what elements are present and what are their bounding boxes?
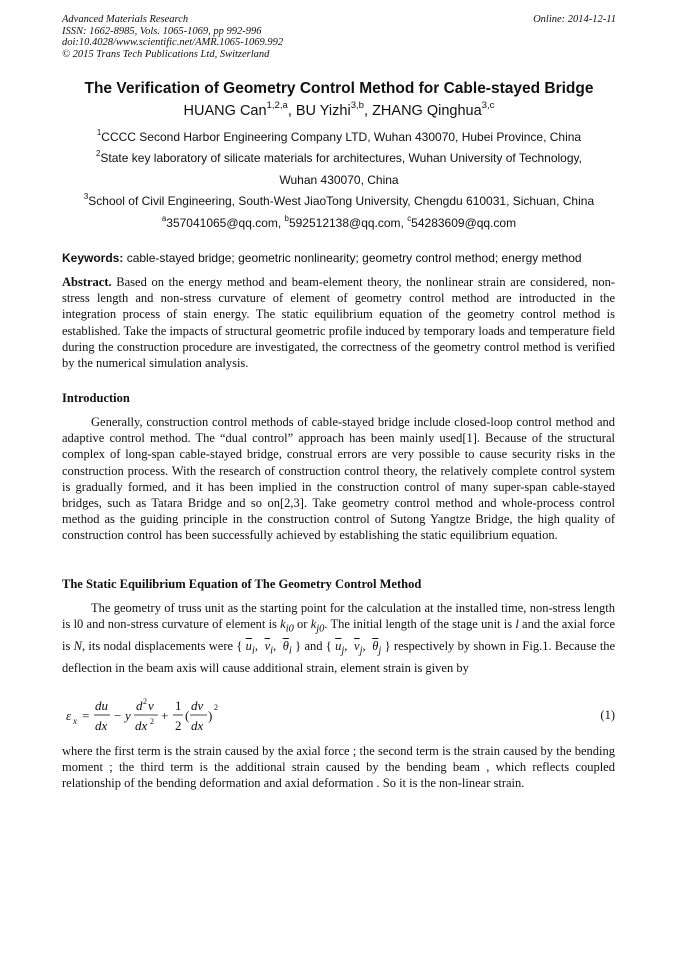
affiliation: [40, 148, 638, 165]
eq-dx: dx: [95, 718, 108, 733]
eq-equals: =: [82, 708, 90, 723]
eq-two: 2: [175, 718, 182, 733]
issn-line: ISSN: 1662-8985, Vols. 1065-1069, pp 992-996: [62, 25, 262, 37]
symbol-v: $\overline{v}$: [354, 638, 360, 653]
symbol-k: k: [310, 617, 317, 632]
copyright-line: © 2015 Trans Tech Publications Ltd, Switzerland: [62, 48, 270, 60]
subscript: j: [341, 645, 345, 657]
keywords: [62, 251, 622, 265]
symbol-N: N: [73, 638, 82, 653]
affiliation-sup: 1: [96, 127, 102, 137]
eq-sup: 2: [143, 697, 147, 706]
symbol-theta: $\overline{\theta}$: [372, 638, 379, 653]
symbol-l: l: [515, 617, 519, 632]
introduction-body: [62, 414, 615, 544]
eq-sup: 2: [150, 717, 154, 726]
online-date: Online: 2014-12-11: [533, 14, 616, 25]
affiliation-sup: 3: [83, 191, 89, 201]
affiliation-text: State key laboratory of silicate materials for architectures, Wuhan University of Technology,: [100, 151, 582, 165]
affiliation: [40, 127, 638, 144]
subscript: j0: [316, 623, 325, 635]
eq-paren: (: [185, 708, 190, 723]
abstract: [62, 274, 615, 371]
strain-equation: [62, 696, 262, 736]
text-run: , its nodal displacements were {: [82, 638, 243, 653]
symbol-u: $\overline{u}$: [245, 638, 252, 653]
author-list: [40, 99, 638, 119]
email-sup: c: [407, 213, 412, 223]
eq-dv: dv: [191, 698, 204, 713]
abstract-label: Abstract.: [62, 275, 112, 289]
author-separator: ,: [287, 103, 296, 119]
comma: ,: [362, 638, 366, 653]
email-sup: b: [284, 213, 289, 223]
subscript: i: [251, 645, 255, 657]
journal-name: Advanced Materials Research: [62, 14, 189, 25]
author-sup: 3,c: [481, 99, 495, 111]
text-run: } respectively by shown in Fig.1. Because the deflection in the beam axis will cause additional strain, element strain is given by: [62, 638, 616, 675]
subscript: j: [359, 645, 363, 657]
symbol-k: k: [280, 617, 286, 632]
author-sup: 3,b: [350, 99, 364, 111]
section2-paragraph-2: [62, 743, 615, 792]
keywords-label: Keywords:: [62, 251, 124, 265]
eq-epsilon-sub: x: [73, 716, 77, 726]
doi-line: doi:10.4028/www.scientific.net/AMR.1065-1069.992: [62, 37, 284, 49]
comma: ,: [344, 638, 348, 653]
keywords-text: cable-stayed bridge; geometric nonlinearity; geometry control method; energy method: [123, 251, 582, 265]
equation-1: [62, 696, 615, 736]
affiliation-sup: 2: [96, 148, 101, 158]
affiliation: [40, 191, 638, 208]
strain-explanation: where the first term is the strain caused by the axial force ; the second term is the strain caused by the bending moment ; the third term is the additional strain caused by the bending beam , which reflects coupled relationship of the bending deformation and axial deformation . So it is the non-linear strain.: [62, 744, 615, 791]
eq-dx: dx: [191, 718, 204, 733]
email-sup: a: [161, 213, 167, 223]
symbol-u: $\overline{u}$: [335, 638, 342, 653]
eq-y: y: [125, 708, 131, 723]
abstract-text: Based on the energy method and beam-element theory, the nonlinear strain are considered, non-stress length and non-stress curvature of element of geometry control method are introducted in the integration process of stain energy. The static equilibrium equation of the geometry control method is established. Take the impacts of structural geometric profile induced by temporary loads and temperature field during the construction procedure are investigated, the correctness of the geometry control method is verified by the numerical simulation analysis.: [62, 275, 615, 371]
author-name: BU Yizhi: [295, 103, 351, 119]
text-run: and the axial force is: [62, 617, 615, 653]
text-run: The geometry of truss unit as the starting point for the calculation at the installed time, non-stress length is l0 and non-stress curvature of element is: [62, 601, 615, 632]
email-line: [40, 213, 638, 230]
eq-paren: ): [208, 708, 213, 723]
email-text: 357041065@qq.com,: [166, 216, 285, 230]
eq-minus: −: [114, 708, 122, 723]
symbol-theta: $\overline{\theta}$: [282, 638, 289, 653]
email-text: 54283609@qq.com: [411, 216, 517, 230]
affiliation-text: School of Civil Engineering, South-West JiaoTong University, Chengdu 610031, Sichuan, China: [88, 194, 595, 208]
affiliation: [40, 173, 638, 187]
text-run: } and {: [295, 638, 332, 653]
author-sup: 1,2,a: [266, 99, 288, 111]
comma: ,: [254, 638, 258, 653]
email-text: 592512138@qq.com,: [288, 216, 408, 230]
introduction-paragraph: Generally, construction control methods of cable-stayed bridge include closed-loop control method and adaptive control method. The “dual control” approach has been mainly used[1]. Because of the structural complex of long-span cable-stayed bridge, construal errors are very possible to cause security risks in the construction process. With the research of construction control theory, the relatively complete control system is gradually formed, and it has been implied in the construction control of many super-span cable-stayed bridges, such as Tatara Bridge and so on[2,3]. Take geometry control method and whole-process control method as the guiding principle in the construction control of Sutong Yangtze Bridge, the high quality of construction control has been successfully achieved by establishing the static equilibrium equation.: [62, 415, 615, 543]
subscript: j: [378, 645, 382, 657]
text-run: . The initial length of the stage unit is: [324, 617, 516, 632]
eq-d: d: [136, 698, 143, 713]
paper-title: The Verification of Geometry Control Method for Cable-stayed Bridge: [84, 80, 594, 97]
author-separator: ,: [364, 103, 373, 119]
eq-epsilon: ε: [66, 708, 72, 723]
subscript: i: [270, 645, 274, 657]
eq-one: 1: [175, 698, 182, 713]
eq-du: du: [95, 698, 108, 713]
subscript: i0: [285, 623, 294, 635]
author-name: HUANG Can: [183, 103, 267, 119]
text-run: or: [293, 617, 311, 632]
comma: ,: [273, 638, 277, 653]
equation-number: (1): [600, 708, 615, 722]
section-heading-equilibrium: The Static Equilibrium Equation of The Geometry Control Method: [62, 577, 422, 591]
symbol-v: $\overline{v}$: [264, 638, 271, 653]
section-heading-introduction: Introduction: [62, 391, 130, 405]
author-name: ZHANG Qinghua: [372, 103, 482, 119]
eq-plus: +: [161, 708, 169, 723]
eq-square: 2: [214, 703, 218, 712]
eq-v: v: [148, 698, 154, 713]
affiliation-text: Wuhan 430070, China: [279, 173, 399, 187]
journal-header: [62, 14, 616, 60]
affiliation-text: CCCC Second Harbor Engineering Company LTD, Wuhan 430070, Hubei Province, China: [101, 130, 582, 144]
subscript: i: [288, 645, 292, 657]
eq-dx: dx: [135, 718, 148, 733]
section2-paragraph-1: [62, 600, 615, 676]
